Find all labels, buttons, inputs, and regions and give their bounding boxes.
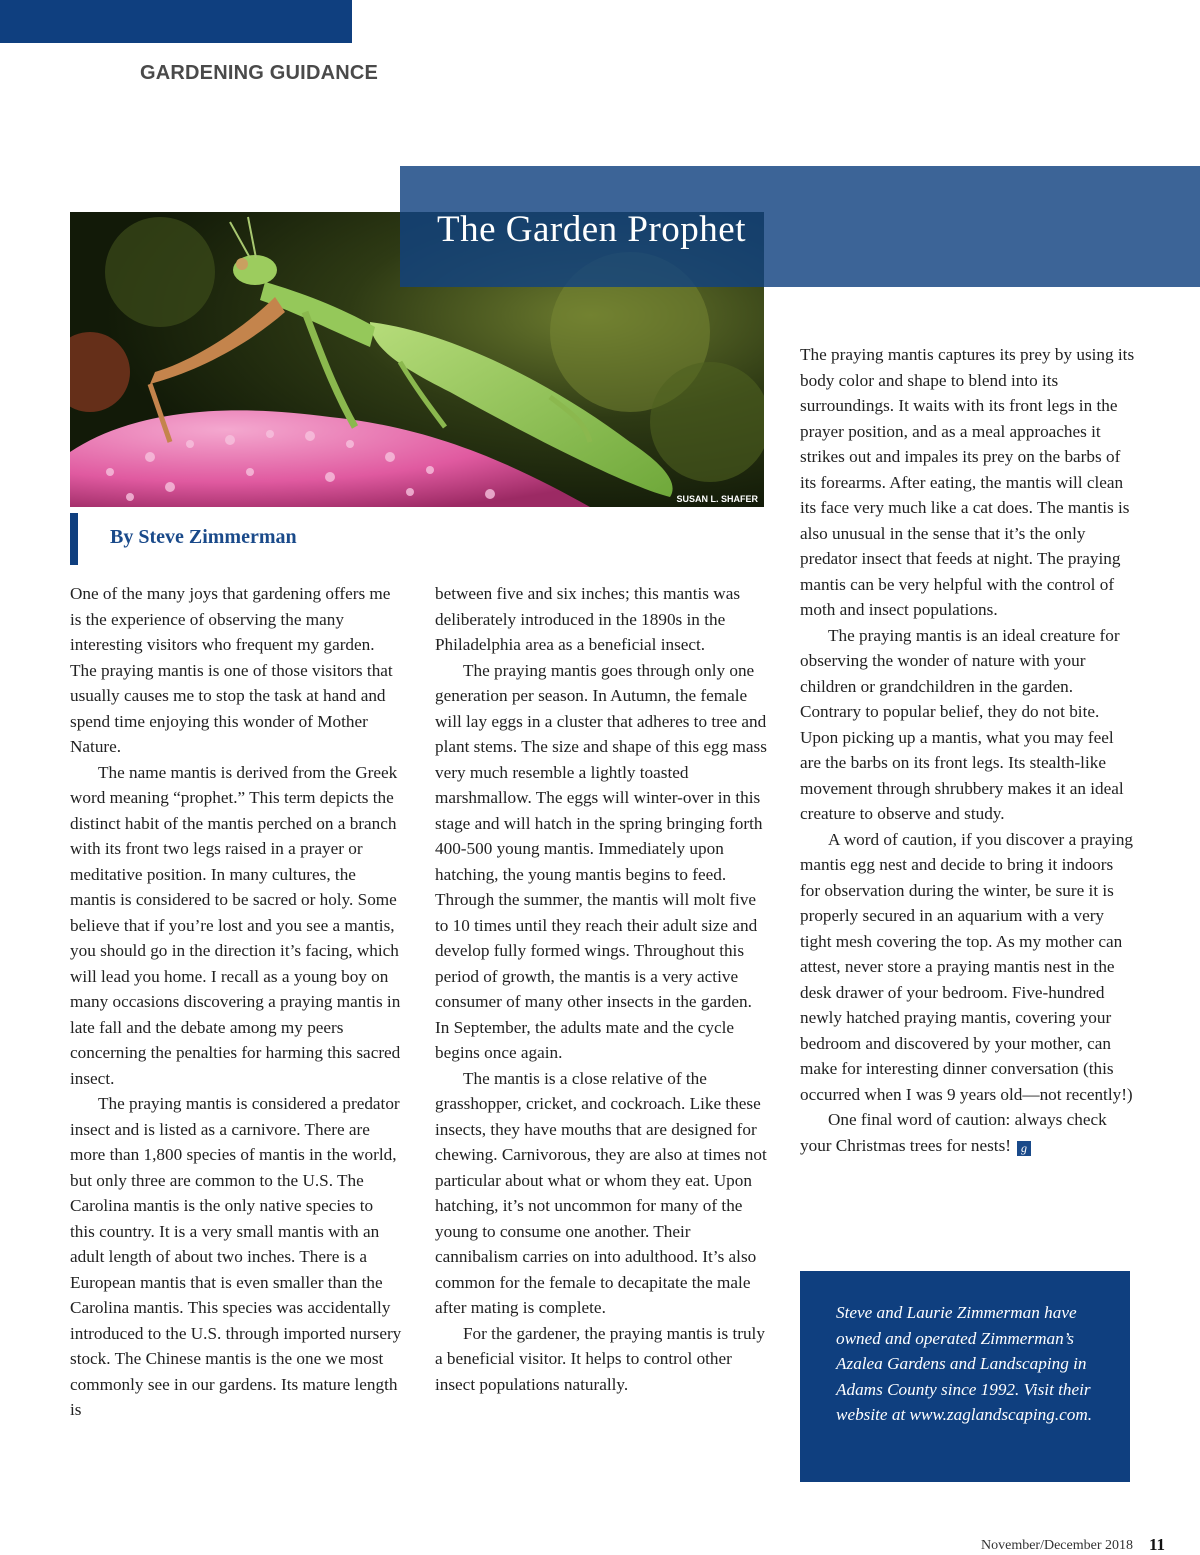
paragraph: For the gardener, the praying mantis is truly a beneficial visitor. It helps to control other insect populations naturally.	[435, 1323, 765, 1394]
paragraph: The name mantis is derived from the Greek word meaning “prophet.” This term depicts the distinct habit of the mantis perched on a branch with its front two legs raised in a prayer or meditative position. In many cultures, the mantis is considered to be sacred or holy. Some believe that if you’re lost and you see a mantis, you should go in the direction it’s facing, which will lead you home. I recall as a young boy on many occasions discovering a praying mantis in late fall and the debate among my peers concerning the penalties for harming this sacred insect.	[70, 762, 401, 1088]
article-title: The Garden Prophet	[437, 209, 747, 250]
paragraph: The mantis is a close relative of the grasshopper, cricket, and cockroach. Like these insects, they have mouths that are designed for chewing. Carnivorous, they are also at times not particular about what or whom they eat. Upon hatching, it’s not uncommon for many of the young to consume one another. Their cannibalism carries on into adulthood. It’s also common for the female to decapitate the male after mating is complete.	[435, 1068, 767, 1317]
page-number: 11	[1149, 1535, 1166, 1554]
top-color-bar	[0, 0, 352, 43]
paragraph: between five and six inches; this mantis was deliberately introduced in the 1890s in the Philadelphia area as a beneficial insect.	[435, 584, 741, 654]
author-bio-box	[800, 1271, 1130, 1482]
byline: By Steve Zimmerman	[110, 526, 297, 548]
paragraph: A word of caution, if you discover a praying mantis egg nest and decide to bring it indoors for observation during the winter, be sure it is properly secured in an aquarium with a very tight mesh covering the top. As my mother can attest, never store a praying mantis nest in the desk drawer of your bedroom. Five-hundred newly hatched praying mantis, covering your bedroom and discovered by your mother, can make for interesting dinner conversation (this occurred when I was 9 years old—not recently!)	[800, 829, 1134, 1104]
paragraph: The praying mantis is an ideal creature for observing the wonder of nature with your children or grandchildren in the garden. Contrary to popular belief, they do not bite. Upon picking up a mantis, what you may feel are the barbs on its front legs. Its stealth-like movement through shrubbery makes it an ideal creature to observe and study.	[800, 625, 1124, 823]
author-bio-text: Steve and Laurie Zimmerman have owned and operated Zimmerman’s Azalea Gardens and Landscaping in Adams County since 1992. Visit their website at www.zaglandscaping.com.	[836, 1303, 1093, 1424]
text-column-2	[435, 581, 769, 1397]
paragraph-last	[800, 1107, 1136, 1158]
paragraph: The praying mantis captures its prey by using its body color and shape to blend into its surroundings. It waits with its front legs in the prayer position, and as a meal approaches it strikes out and impales its prey on the barbs of its forearms. After eating, the mantis will clean its face very much like a cat does. The mantis is also unusual in the sense that it’s the only predator insect that feeds at night. The praying mantis can be very helpful with the control of moth and insect populations.	[800, 345, 1135, 619]
text-column-3	[800, 342, 1136, 1158]
paragraph: The praying mantis goes through only one generation per season. In Autumn, the female will lay eggs in a cluster that adheres to tree and plant stems. The size and shape of this egg mass very much resemble a lightly toasted marshmallow. The eggs will winter-over in this stage and will hatch in the spring bringing forth 400-500 young mantis. Immediately upon hatching, the young mantis begins to feed. Through the summer, the mantis will molt five to 10 times until they reach their adult size and develop fully formed wings. Throughout this period of growth, the mantis is a very active consumer of many other insects in the garden. In September, the adults mate and the cycle begins once again.	[435, 660, 767, 1062]
section-label: GARDENING GUIDANCE	[140, 62, 379, 84]
issue-date: November/December 2018	[981, 1538, 1133, 1553]
paragraph: The praying mantis is considered a predator insect and is listed as a carnivore. There are more than 1,800 species of mantis in the world, but only three are common to the U.S. The Carolina mantis is the only native species to this country. It is a very small mantis with an adult length of about two inches. There is a European mantis that is even smaller than the Carolina mantis. This species was accidentally introduced to the U.S. through imported nursery stock. The Chinese mantis is the one we most commonly see in our gardens. Its mature length is	[70, 1094, 402, 1419]
text-column-1	[70, 581, 402, 1423]
byline-accent-bar	[70, 513, 78, 565]
photo-credit: SUSAN L. SHAFER	[676, 494, 758, 504]
paragraph: One of the many joys that gardening offers me is the experience of observing the many interesting visitors who frequent my garden. The praying mantis is one of those visitors that usually causes me to stop the task at hand and spend time enjoying this wonder of Mother Nature.	[70, 584, 393, 756]
paragraph-text: One final word of caution: always check your Christmas trees for nests!	[800, 1110, 1107, 1155]
end-mark-icon: g	[1017, 1141, 1031, 1156]
